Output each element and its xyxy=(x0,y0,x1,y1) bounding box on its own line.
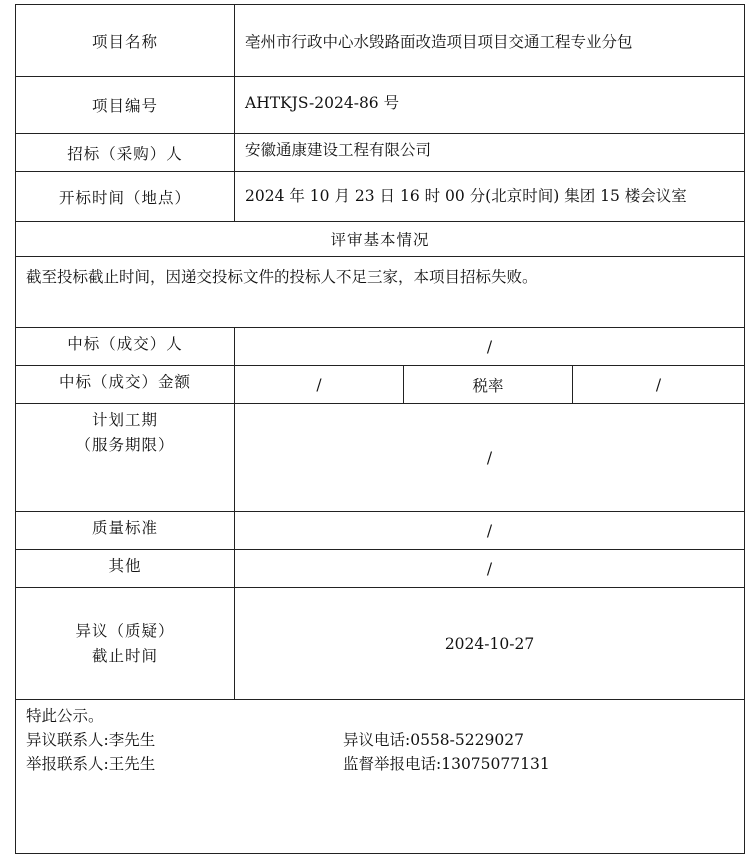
opening-label: 开标时间（地点） xyxy=(16,172,235,222)
project-no-value: AHTKJS-2024-86 号 xyxy=(235,77,745,134)
tenderer-label: 招标（采购）人 xyxy=(16,134,235,172)
opening-row xyxy=(16,172,745,222)
quality-label: 质量标准 xyxy=(16,512,235,550)
winner-label: 中标（成交）人 xyxy=(16,328,235,366)
amount-label: 中标（成交）金额 xyxy=(16,366,235,404)
footer-notice: 特此公示。 xyxy=(26,707,104,725)
amount-row xyxy=(16,366,745,404)
objection-row xyxy=(16,588,745,700)
period-label-line1: 计划工期 xyxy=(91,411,158,429)
objection-contact: 异议联系人:李先生 xyxy=(26,731,156,749)
objection-phone: 异议电话:0558-5229027 xyxy=(343,731,524,749)
other-value: / xyxy=(235,550,745,588)
review-text: 截至投标截止时间，因递交投标文件的投标人不足三家，本项目招标失败。 xyxy=(16,257,745,328)
period-row xyxy=(16,404,745,512)
footer-line-objection xyxy=(26,728,734,752)
report-contact: 举报联系人:王先生 xyxy=(26,755,156,773)
footer-cell xyxy=(16,700,745,854)
winner-row xyxy=(16,328,745,366)
objection-label xyxy=(16,588,235,700)
period-label-line2: （服务期限） xyxy=(75,436,175,454)
amount-value: / xyxy=(235,366,404,404)
announcement-table xyxy=(15,4,745,854)
other-row xyxy=(16,550,745,588)
tax-value: / xyxy=(573,366,745,404)
review-heading-row xyxy=(16,222,745,257)
review-text-row xyxy=(16,257,745,328)
quality-value: / xyxy=(235,512,745,550)
tax-label: 税率 xyxy=(404,366,573,404)
winner-value: / xyxy=(235,328,745,366)
project-no-row xyxy=(16,77,745,134)
objection-label-line1: 异议（质疑） xyxy=(75,621,175,640)
footer-row xyxy=(16,700,745,854)
opening-value: 2024 年 10 月 23 日 16 时 00 分(北京时间) 集团 15 楼会议室 xyxy=(235,172,745,222)
quality-row xyxy=(16,512,745,550)
review-heading: 评审基本情况 xyxy=(16,222,745,257)
tenderer-value: 安徽通康建设工程有限公司 xyxy=(235,134,745,172)
objection-label-line2: 截止时间 xyxy=(91,646,158,665)
period-label xyxy=(16,404,235,512)
footer-line-report xyxy=(26,752,734,776)
footer-content xyxy=(16,700,744,780)
project-name-label: 项目名称 xyxy=(16,5,235,77)
project-no-label: 项目编号 xyxy=(16,77,235,134)
other-label: 其他 xyxy=(16,550,235,588)
period-value: / xyxy=(235,404,745,512)
tenderer-row xyxy=(16,134,745,172)
objection-deadline: 2024-10-27 xyxy=(235,588,745,700)
supervision-phone: 监督举报电话:13075077131 xyxy=(343,755,550,773)
project-name-value: 亳州市行政中心水毁路面改造项目项目交通工程专业分包 xyxy=(235,5,745,77)
project-name-row xyxy=(16,5,745,77)
